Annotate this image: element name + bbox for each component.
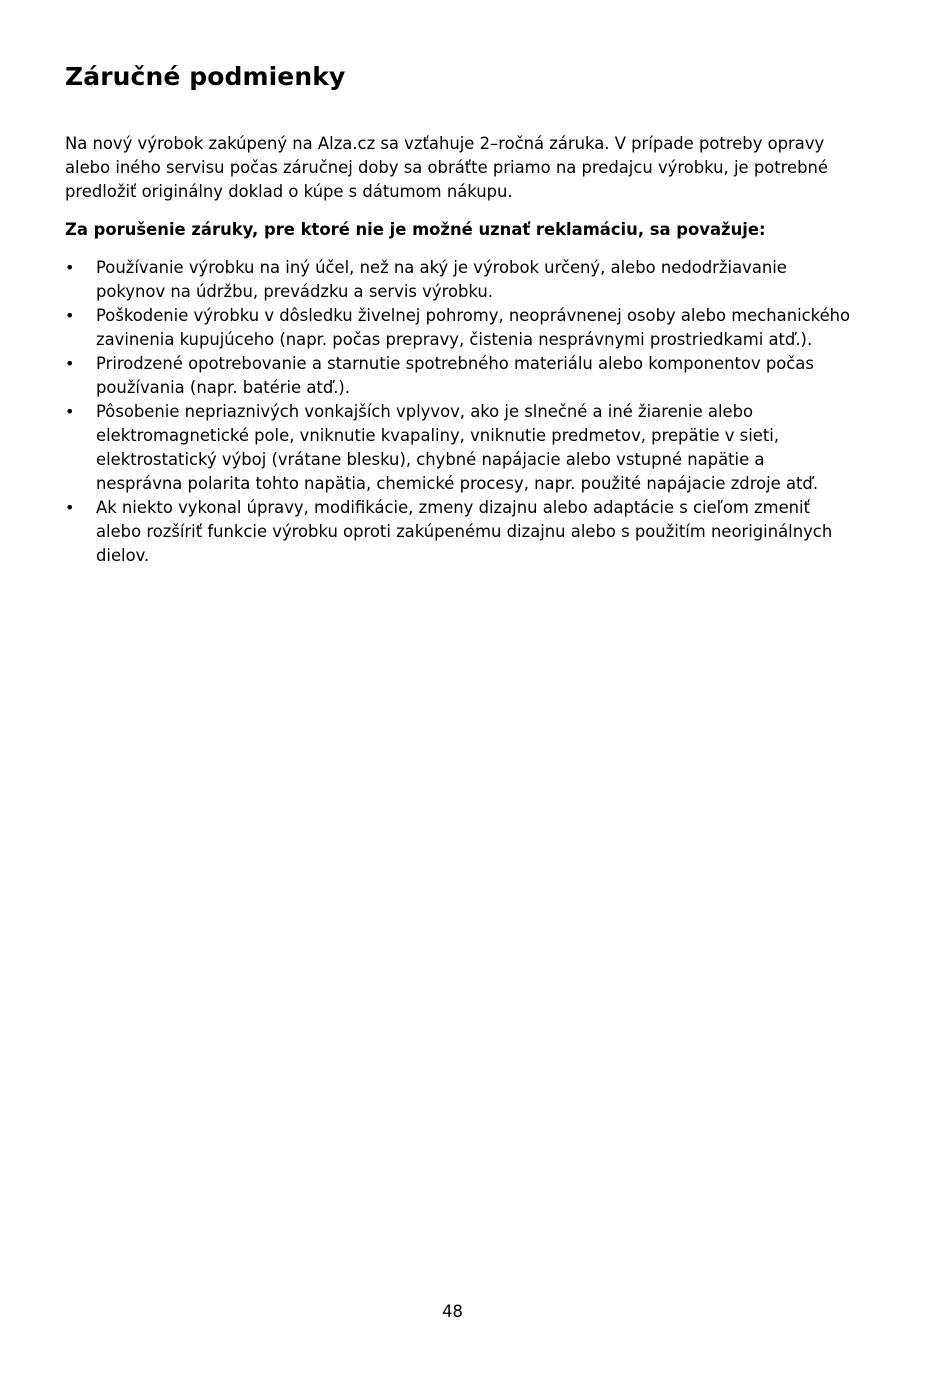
- intro-paragraph: Na nový výrobok zakúpený na Alza.cz sa vzťahuje 2–ročná záruka. V prípade potreby opravy alebo iného servisu počas záručnej doby sa obráťte priamo na predajcu výrobku, je potrebné predložiť originálny doklad o kúpe s dátumom nákupu.: [65, 134, 829, 201]
- page-title: Záručné podmienky: [65, 62, 346, 91]
- list-item: [65, 256, 855, 304]
- list-item-text: Prirodzené opotrebovanie a starnutie spotrebného materiálu alebo komponentov počas používania (napr. batérie atď.).: [96, 354, 814, 397]
- bullet-icon: •: [65, 306, 75, 325]
- bullet-icon: •: [65, 402, 75, 421]
- list-item-text: Ak niekto vykonal úpravy, modifikácie, zmeny dizajnu alebo adaptácie s cieľom zmeniť alebo rozšíriť funkcie výrobku oproti zakúpenému dizajnu alebo s použitím neoriginálnych dielov.: [96, 498, 833, 565]
- list-item: [65, 400, 855, 496]
- warranty-exclusions-heading: Za porušenie záruky, pre ktoré nie je možné uznať reklamáciu, sa považuje:: [65, 220, 766, 239]
- bullet-icon: •: [65, 498, 75, 517]
- list-item: [65, 496, 855, 568]
- bullet-icon: •: [65, 258, 75, 277]
- list-item-text: Používanie výrobku na iný účel, než na aký je výrobok určený, alebo nedodržiavanie pokynov na údržbu, prevádzku a servis výrobku.: [96, 258, 787, 301]
- list-item-text: Pôsobenie nepriaznivých vonkajších vplyvov, ako je slnečné a iné žiarenie alebo elektromagnetické pole, vniknutie kvapaliny, vniknutie predmetov, prepätie v sieti, elektrostatický výboj (vrátane blesku), chybné napájacie alebo vstupné napätie a nesprávna polarita tohto napätia, chemické procesy, napr. použité napájacie zdroje atď.: [96, 402, 819, 493]
- list-item: [65, 304, 855, 352]
- document-page: [65, 58, 855, 568]
- list-item: [65, 352, 855, 400]
- warranty-exclusions-list: [65, 256, 855, 568]
- bullet-icon: •: [65, 354, 75, 373]
- page-number: 48: [442, 1302, 463, 1321]
- list-item-text: Poškodenie výrobku v dôsledku živelnej pohromy, neoprávnenej osoby alebo mechanického zavinenia kupujúceho (napr. počas prepravy, čistenia nesprávnymi prostriedkami atď.).: [96, 306, 851, 349]
